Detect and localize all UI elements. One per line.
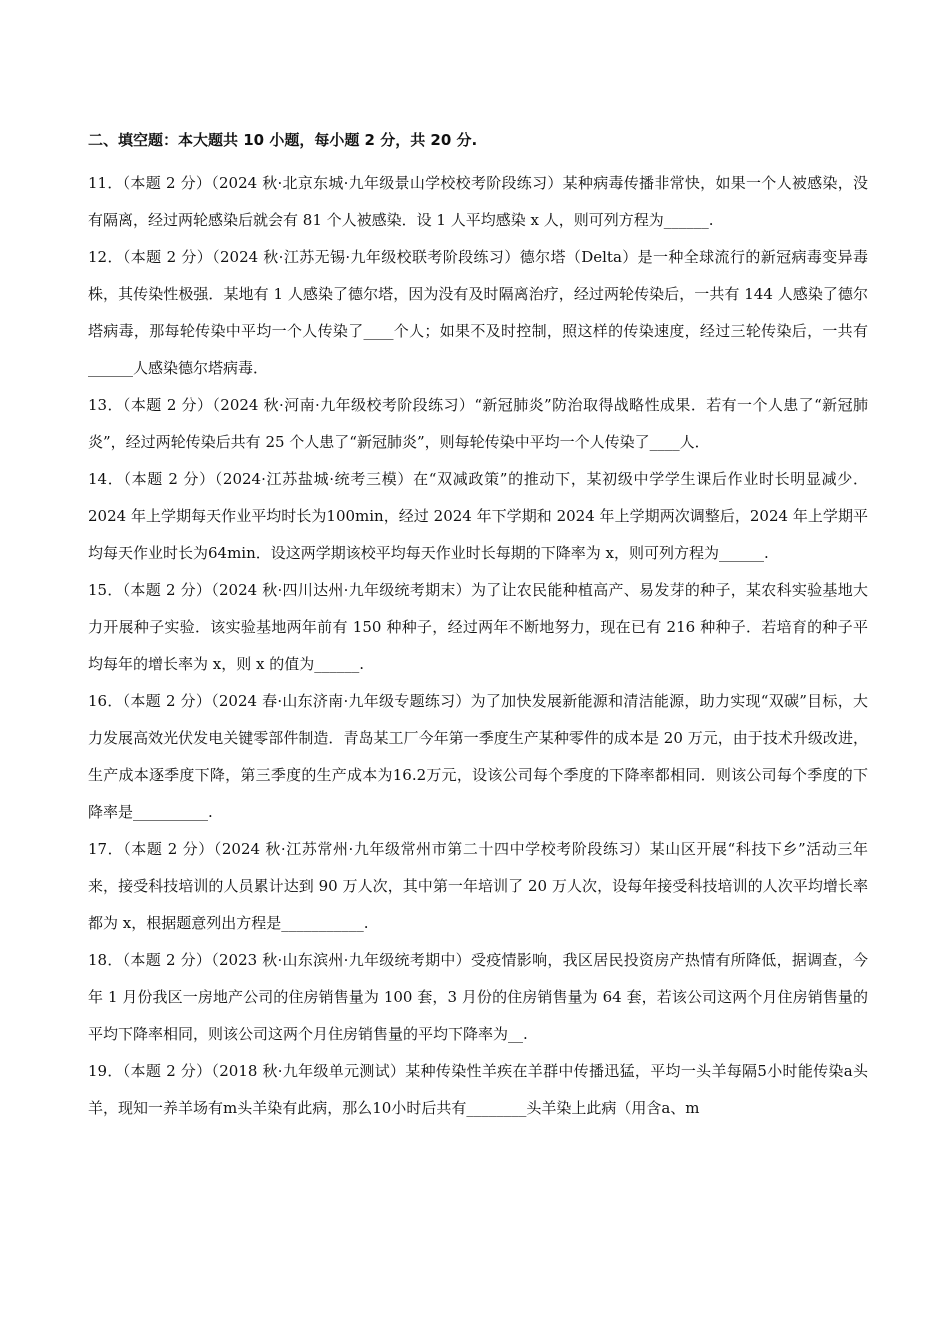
- question-18: [88, 942, 868, 1053]
- question-19: [88, 1053, 868, 1127]
- question-13: [88, 387, 868, 461]
- question-19-text: 19．（本题 2 分）（2018 秋·九年级单元测试）某种传染性羊疾在羊群中传播迅猛，平均一头羊每隔5小时能传染a头羊，现知一养羊场有m头羊染有此病，那么10小时后共有________头羊染上此病（用含a、m: [88, 1062, 868, 1117]
- question-11: [88, 165, 868, 239]
- question-13-text: 13．（本题 2 分）（2024 秋·河南·九年级校考阶段练习）“新冠肺炎”防治取得战略性成果．若有一个人患了“新冠肺炎”，经过两轮传染后共有 25 个人患了“新冠肺炎”，则每轮传染中平均一个人传染了____人．: [88, 396, 868, 451]
- question-14: [88, 461, 868, 572]
- question-17-text: 17．（本题 2 分）（2024 秋·江苏常州·九年级常州市第二十四中学校考阶段练习）某山区开展“科技下乡”活动三年来，接受科技培训的人员累计达到 90 万人次，其中第一年培训了 20 万人次，设每年接受科技培训的人次平均增长率都为 x，根据题意列出方程是___________.: [88, 840, 868, 932]
- question-18-text: 18．（本题 2 分）（2023 秋·山东滨州·九年级统考期中）受疫情影响，我区居民投资房产热情有所降低，据调查，今年 1 月份我区一房地产公司的住房销售量为 100 套，3 月份的住房销售量为 64 套，若该公司这两个月住房销售量的平均下降率相同，则该公司这两个月住房销售量的平均下降率为__.: [88, 951, 868, 1043]
- question-15: [88, 572, 868, 683]
- question-17: [88, 831, 868, 942]
- question-16-text: 16．（本题 2 分）（2024 春·山东济南·九年级专题练习）为了加快发展新能源和清洁能源，助力实现“双碳”目标，大力发展高效光伏发电关键零部件制造．青岛某工厂今年第一季度生产某种零件的成本是 20 万元，由于技术升级改进，生产成本逐季度下降，第三季度的生产成本为16.2万元，设该公司每个季度的下降率都相同．则该公司每个季度的下降率是__________.: [88, 692, 868, 821]
- question-12-text: 12．（本题 2 分）（2024 秋·江苏无锡·九年级校联考阶段练习）德尔塔（Delta）是一种全球流行的新冠病毒变异毒株，其传染性极强．某地有 1 人感染了德尔塔，因为没有及时隔离治疗，经过两轮传染后，一共有 144 人感染了德尔塔病毒，那每轮传染中平均一个人传染了____个人；如果不及时控制，照这样的传染速度，经过三轮传染后，一共有______人感染德尔塔病毒．: [88, 248, 868, 377]
- question-16: [88, 683, 868, 831]
- document-page: [88, 128, 868, 1127]
- question-15-text: 15．（本题 2 分）（2024 秋·四川达州·九年级统考期末）为了让农民能种植高产、易发芽的种子，某农科实验基地大力开展种子实验．该实验基地两年前有 150 种种子，经过两年不断地努力，现在已有 216 种种子．若培育的种子平均每年的增长率为 x，则 x 的值为______.: [88, 581, 868, 673]
- section-title: 二、填空题：本大题共 10 小题，每小题 2 分，共 20 分.: [88, 131, 478, 149]
- question-11-text: 11．（本题 2 分）（2024 秋·北京东城·九年级景山学校校考阶段练习）某种病毒传播非常快，如果一个人被感染，没有隔离，经过两轮感染后就会有 81 个人被感染．设 1 人平均感染 x 人，则可列方程为______.: [88, 174, 868, 229]
- question-14-text: 14．（本题 2 分）（2024·江苏盐城·统考三模）在“双减政策”的推动下，某初级中学学生课后作业时长明显减少．2024 年上学期每天作业平均时长为100min，经过 2024 年下学期和 2024 年上学期两次调整后，2024 年上学期平均每天作业时长为64min．设这两学期该校平均每天作业时长每期的下降率为 x，则可列方程为______.: [88, 470, 868, 562]
- question-12: [88, 239, 868, 387]
